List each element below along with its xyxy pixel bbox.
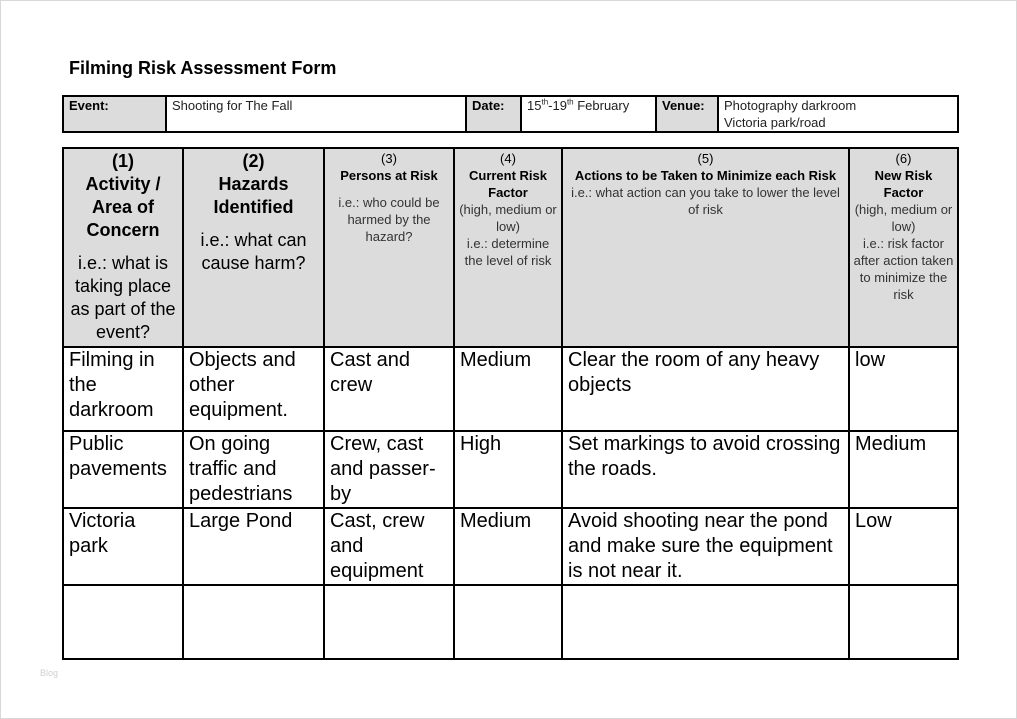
cell-action	[562, 585, 849, 659]
cell-new-risk: low	[849, 347, 958, 431]
header-title: Hazards Identified	[213, 174, 294, 217]
table-row	[63, 431, 958, 508]
date-sep: -19	[548, 98, 567, 113]
header-note-2: i.e.: determine the level of risk	[464, 236, 552, 268]
header-num: (6)	[895, 151, 912, 166]
watermark-text: Blog	[40, 668, 59, 678]
cell-action: Set markings to avoid crossing the roads.	[562, 431, 849, 508]
header-persons	[324, 148, 454, 347]
date-sup1: th	[541, 97, 549, 107]
header-current-risk	[454, 148, 562, 347]
cell-current-risk: Medium	[454, 508, 562, 585]
header-row	[63, 148, 958, 347]
header-title: New Risk Factor	[874, 168, 933, 200]
header-note: i.e.: who could be harmed by the hazard?	[338, 195, 440, 244]
header-new-risk	[849, 148, 958, 347]
date-sup2: th	[566, 97, 574, 107]
date-day1: 15	[527, 98, 542, 113]
header-num: (4)	[500, 151, 516, 166]
header-num: (5)	[697, 151, 714, 166]
header-note: (high, medium or low)	[854, 202, 953, 234]
cell-new-risk	[849, 585, 958, 659]
event-label: Event:	[63, 96, 166, 132]
header-activity	[63, 148, 183, 347]
cell-persons: Cast and crew	[324, 347, 454, 431]
header-title: Current Risk Factor	[468, 168, 548, 200]
header-num: (1)	[112, 151, 134, 171]
table-row	[63, 347, 958, 431]
header-num: (3)	[381, 151, 397, 166]
cell-current-risk: High	[454, 431, 562, 508]
header-actions	[562, 148, 849, 347]
cell-current-risk: Medium	[454, 347, 562, 431]
venue-label: Venue:	[656, 96, 718, 132]
cell-action: Clear the room of any heavy objects	[562, 347, 849, 431]
date-label: Date:	[466, 96, 521, 132]
cell-activity	[63, 585, 183, 659]
cell-persons	[324, 585, 454, 659]
event-info-table	[62, 95, 959, 133]
venue-line-2: Victoria park/road	[724, 115, 826, 130]
form-title: Filming Risk Assessment Form	[69, 58, 337, 78]
cell-persons: Cast, crew and equipment	[324, 508, 454, 585]
venue-value	[718, 96, 958, 132]
header-title: Persons at Risk	[340, 168, 438, 183]
header-note: (high, medium or low)	[459, 202, 557, 234]
cell-activity: Public pavements	[63, 431, 183, 508]
cell-activity: Victoria park	[63, 508, 183, 585]
cell-activity: Filming in the darkroom	[63, 347, 183, 431]
cell-hazard: Objects and other equipment.	[183, 347, 324, 431]
header-hazards	[183, 148, 324, 347]
cell-persons: Crew, cast and passer-by	[324, 431, 454, 508]
header-note: i.e.: what can cause harm?	[200, 230, 307, 273]
venue-line-1: Photography darkroom	[724, 98, 857, 113]
table-row	[63, 585, 958, 659]
cell-action: Avoid shooting near the pond and make sure the equipment is not near it.	[562, 508, 849, 585]
cell-hazard: On going traffic and pedestrians	[183, 431, 324, 508]
header-note: i.e.: what action can you take to lower the level of risk	[571, 185, 840, 217]
header-note: i.e.: what is taking place as part of the event?	[70, 253, 176, 342]
cell-new-risk: Medium	[849, 431, 958, 508]
cell-current-risk	[454, 585, 562, 659]
date-value	[521, 96, 656, 132]
cell-new-risk: Low	[849, 508, 958, 585]
header-note-2: i.e.: risk factor after action taken to minimize the risk	[853, 236, 954, 302]
cell-hazard: Large Pond	[183, 508, 324, 585]
date-month: February	[573, 98, 630, 113]
header-title: Actions to be Taken to Minimize each Risk	[574, 168, 837, 183]
risk-assessment-table	[62, 147, 959, 660]
cell-hazard	[183, 585, 324, 659]
event-value: Shooting for The Fall	[166, 96, 466, 132]
table-row	[63, 508, 958, 585]
header-num: (2)	[242, 151, 265, 171]
header-title: Activity / Area of Concern	[85, 174, 161, 240]
